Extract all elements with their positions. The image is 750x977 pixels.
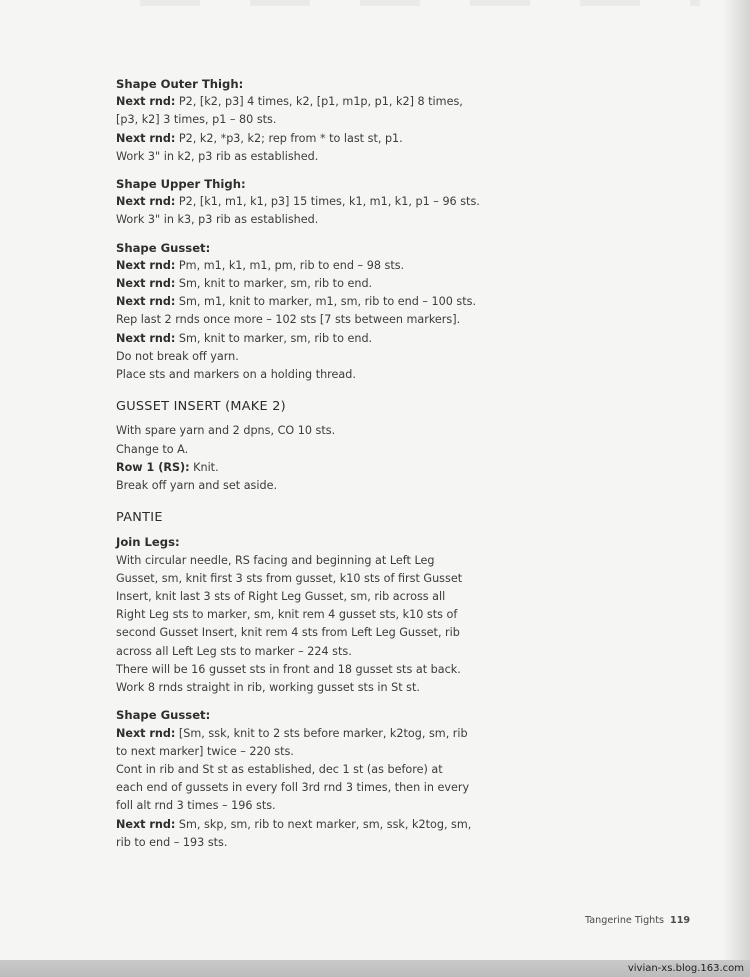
instruction-line: foll alt rnd 3 times – 196 sts. [116,799,276,813]
page-number: 119 [670,915,691,926]
instruction-line: Next rnd: P2, [k2, p3] 4 times, k2, [p1, m1p, p1, k2] 8 times, [116,95,463,109]
instruction-line: Break off yarn and set aside. [116,479,278,493]
instruction-line: Next rnd: P2, [k1, m1, k1, p3] 15 times, k1, m1, k1, p1 – 96 sts. [116,195,480,209]
watermark-text: vivian-xs.blog.163.com [627,963,744,974]
page-footer [585,915,690,926]
instruction-line: There will be 16 gusset sts in front and 18 gusset sts at back. [116,662,461,676]
instruction-line: Change to A. [116,442,189,456]
instruction-line: [p3, k2] 3 times, p1 – 80 sts. [116,113,277,127]
section-heading: Shape Gusset: [116,240,211,255]
section-heading: Shape Gusset: [116,708,211,723]
section-heading: Shape Upper Thigh: [116,177,246,192]
section-gusset-insert [116,422,496,495]
page-fold-shadow [722,0,750,960]
instruction-line: rib to end – 193 sts. [116,835,228,849]
section-heading: Join Legs: [116,535,180,550]
section-shape-outer-thigh [116,75,496,166]
instruction-line: With circular needle, RS facing and beginning at Left Leg [116,553,435,567]
instruction-line: Next rnd: Pm, m1, k1, m1, pm, rib to end – 98 sts. [116,258,405,272]
pantie-title: PANTIE [116,510,163,526]
instruction-line: Work 3" in k2, p3 rib as established. [116,149,319,163]
previous-page-bleed [140,0,700,6]
instruction-line: Right Leg sts to marker, sm, knit rem 4 gusset sts, k10 sts of [116,608,458,622]
instruction-line: across all Left Leg sts to marker – 224 sts. [116,644,352,658]
section-join-legs [116,533,496,697]
instruction-line: Place sts and markers on a holding thread. [116,368,356,382]
instruction-line: Next rnd: Sm, skp, sm, rib to next marker, sm, ssk, k2tog, sm, [116,817,472,831]
gusset-insert-title: GUSSET INSERT (MAKE 2) [116,399,286,415]
instruction-line: Next rnd: Sm, m1, knit to marker, m1, sm, rib to end – 100 sts. [116,295,477,309]
section-shape-upper-thigh [116,175,496,230]
instruction-line: each end of gussets in every foll 3rd rnd 3 times, then in every [116,781,470,795]
instruction-line: Work 3" in k3, p3 rib as established. [116,213,319,227]
instruction-line: Row 1 (RS): Knit. [116,460,219,474]
instruction-line: Cont in rib and St st as established, dec 1 st (as before) at [116,762,443,776]
instruction-line: Insert, knit last 3 sts of Right Leg Gusset, sm, rib across all [116,590,446,604]
instruction-line: With spare yarn and 2 dpns, CO 10 sts. [116,424,336,438]
instruction-line: Next rnd: [Sm, ssk, knit to 2 sts before marker, k2tog, sm, rib [116,726,468,740]
instruction-line: Do not break off yarn. [116,349,239,363]
section-pantie-shape-gusset [116,706,496,852]
instruction-line: second Gusset Insert, knit rem 4 sts from Left Leg Gusset, rib [116,626,460,640]
instruction-line: Next rnd: Sm, knit to marker, sm, rib to end. [116,331,373,345]
instruction-line: Gusset, sm, knit first 3 sts from gusset, k10 sts of first Gusset [116,571,463,585]
section-heading: Shape Outer Thigh: [116,77,244,91]
instruction-line: Next rnd: P2, k2, *p3, k2; rep from * to last st, p1. [116,131,403,145]
instruction-line: to next marker] twice – 220 sts. [116,744,294,758]
pattern-text [116,75,496,861]
instruction-line: Work 8 rnds straight in rib, working gusset sts in St st. [116,681,420,695]
footer-title: Tangerine Tights [585,915,665,926]
section-shape-gusset [116,239,496,385]
instruction-line: Rep last 2 rnds once more – 102 sts [7 sts between markers]. [116,313,461,327]
instruction-line: Next rnd: Sm, knit to marker, sm, rib to end. [116,277,373,291]
